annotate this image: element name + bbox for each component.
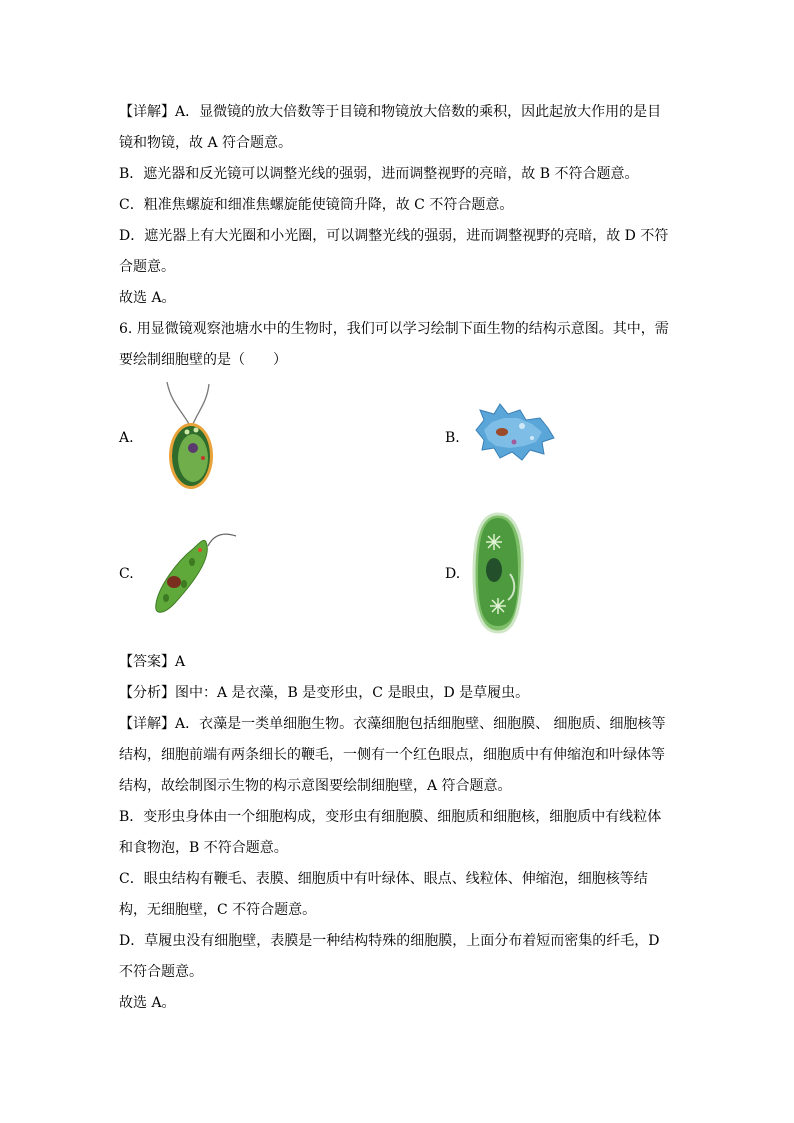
detail-line-4: B．变形虫身体由一个细胞构成，变形虫有细胞膜、细胞质和细胞核，细胞质中有线粒体 [119,809,662,825]
paramecium-image [470,512,526,636]
detail-line-9: 不符合题意。 [119,964,203,980]
question-6-line-1: 6. 用显微镜观察池塘水中的生物时，我们可以学习绘制下面生物的结构示意图。其中，需 [119,321,669,337]
prev-detail-line-6: 合题意。 [119,259,175,275]
answer-line: 【答案】A [119,654,186,670]
question-6-line-2: 要绘制细胞壁的是（ ） [119,352,287,368]
detail-line-8: D．草履虫没有细胞壁，表膜是一种结构特殊的细胞膜，上面分布着短而密集的纤毛，D [119,933,660,949]
detail-line-2: 结构，细胞前端有两条细长的鞭毛，一侧有一个红色眼点，细胞质中有伸缩泡和叶绿体等 [119,747,665,763]
detail-line-1: 【详解】A．衣藻是一类单细胞生物。衣藻细胞包括细胞壁、细胞膜、 细胞质、细胞核等 [119,716,666,732]
detail-line-3: 结构，故绘制图示生物的构示意图要绘制细胞壁，A 符合题意。 [119,778,512,794]
prev-detail-line-4: C．粗准焦螺旋和细准焦螺旋能使镜筒升降，故 C 不符合题意。 [119,197,514,213]
prev-detail-line-5: D．遮光器上有大光圈和小光圈，可以调整光线的强弱，进而调整视野的亮暗，故 D 不符 [119,228,669,244]
option-b-label: B. [445,430,460,446]
prev-detail-line-7: 故选 A。 [119,290,176,306]
prev-detail-line-1: 【详解】A．显微镜的放大倍数等于目镜和物镜放大倍数的乘积，因此起放大作用的是目 [119,104,662,120]
option-c-label: C. [119,566,134,582]
detail-line-5: 和食物泡，B 不符合题意。 [119,840,288,856]
amoeba-image [470,402,556,464]
prev-detail-line-3: B．遮光器和反光镜可以调整光线的强弱，进而调整视野的亮暗，故 B 不符合题意。 [119,166,639,182]
detail-line-6: C．眼虫结构有鞭毛、表膜、细胞质中有叶绿体、眼点、线粒体、伸缩泡，细胞核等结 [119,871,648,887]
option-a-label: A. [119,430,134,446]
euglena-image [150,528,240,618]
prev-detail-line-2: 镜和物镜，故 A 符合题意。 [119,135,293,151]
option-d-label: D. [445,566,461,582]
chlamydomonas-image [163,380,219,492]
analysis-line: 【分析】图中：A 是衣藻，B 是变形虫，C 是眼虫，D 是草履虫。 [119,685,530,701]
detail-line-7: 构，无细胞壁，C 不符合题意。 [119,902,317,918]
conclusion-line: 故选 A。 [119,995,176,1011]
